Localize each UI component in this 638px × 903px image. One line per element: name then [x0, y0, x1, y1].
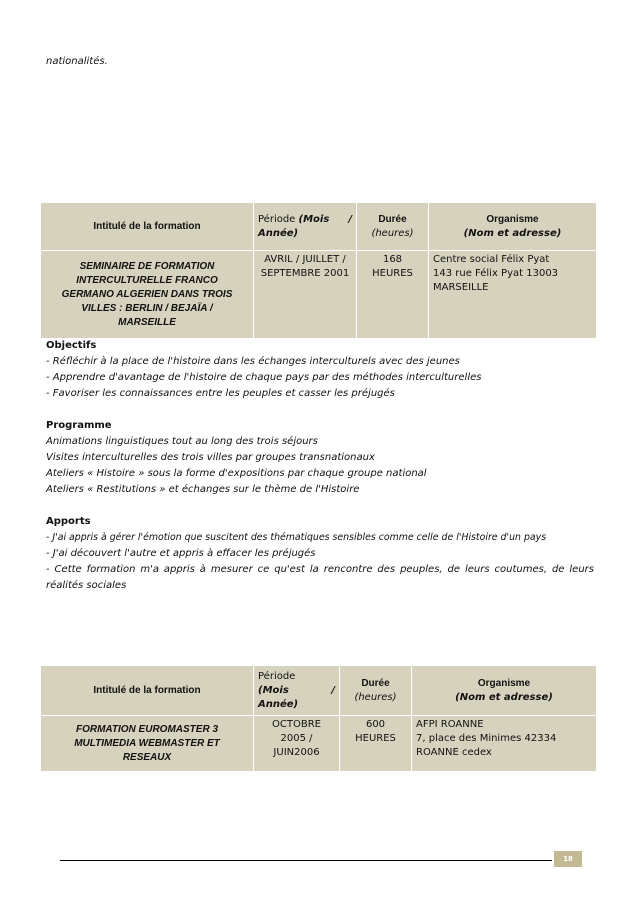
programme-item: Ateliers « Histoire » sous la forme d'expositions par chaque groupe national [46, 468, 427, 479]
apport-item: - J'ai découvert l'autre et appris à effacer les préjugés [46, 548, 316, 559]
header-organisme-sub: (Nom et adresse) [455, 691, 553, 703]
periode-line: JUIN2006 [273, 747, 320, 758]
apport-item: - Cette formation m'a appris à mesurer ce qu'est la rencontre des peuples, de leurs coutumes, de leurs réalités sociales [46, 564, 594, 591]
header-periode-annee: Année) [258, 698, 299, 710]
formation-table-2 [40, 665, 597, 772]
header-organisme [429, 203, 597, 251]
programme-item: Animations linguistiques tout au long des trois séjours [46, 436, 318, 447]
objectifs-title: Objectifs [46, 340, 97, 351]
header-duree-label: Durée [378, 213, 407, 225]
header-duree-unit: (heures) [371, 227, 414, 239]
apport-item: - J'ai appris à gérer l'émotion que suscitent des thématiques sensibles comme celle de l'Histoire d'un pays [46, 532, 547, 543]
periode-cell [254, 251, 357, 339]
programme-item: Visites interculturelles des trois villes par groupes transnationaux [46, 452, 375, 463]
header-periode-slash: / [348, 213, 352, 225]
formation-title-line: RESEAUX [122, 751, 172, 763]
formation-title-line: INTERCULTURELLE FRANCO [76, 274, 218, 286]
header-organisme [412, 666, 597, 716]
formation-title-cell [41, 716, 254, 772]
duree-line: HEURES [355, 733, 396, 744]
header-duree [340, 666, 412, 716]
periode-cell [254, 716, 340, 772]
apports-section [46, 514, 594, 594]
header-periode-prefix: Période [258, 670, 296, 682]
header-periode-prefix: Période [258, 213, 296, 225]
table-row [41, 251, 597, 339]
table-header-row [41, 666, 597, 716]
organisme-line: AFPI ROANNE [416, 719, 484, 730]
header-periode-mois: (Mois [258, 684, 289, 696]
header-periode [254, 666, 340, 716]
formation-title-line: FORMATION EUROMASTER 3 [75, 723, 219, 735]
organisme-cell [429, 251, 597, 339]
duree-cell [340, 716, 412, 772]
header-periode-annee: Année) [258, 227, 299, 239]
organisme-line: MARSEILLE [433, 282, 489, 293]
header-periode-slash: / [331, 684, 335, 696]
formation-title-line: VILLES : BERLIN / BEJAÏA / [81, 302, 213, 314]
formation-title-line: GERMANO ALGERIEN DANS TROIS [61, 288, 233, 300]
programme-item: Ateliers « Restitutions » et échanges sur le thème de l'Histoire [46, 484, 360, 495]
objectif-item: - Favoriser les connaissances entre les peuples et casser les préjugés [46, 388, 395, 399]
header-duree [357, 203, 429, 251]
organisme-line: 143 rue Félix Pyat 13003 [433, 268, 559, 279]
duree-line: HEURES [372, 268, 413, 279]
periode-line: AVRIL / JUILLET / [264, 254, 346, 265]
page-number-badge: 18 [554, 851, 582, 867]
objectif-item: - Réfléchir à la place de l'histoire dans les échanges interculturels avec des jeunes [46, 356, 460, 367]
formation-title-line: MULTIMEDIA WEBMASTER ET [74, 737, 220, 749]
header-periode [254, 203, 357, 251]
table-row [41, 716, 597, 772]
formation-title-cell [41, 251, 254, 339]
organisme-line: 7, place des Minimes 42334 [416, 733, 557, 744]
duree-line: 600 [365, 719, 386, 730]
footer-rule [60, 860, 552, 861]
periode-line: OCTOBRE [272, 719, 321, 730]
programme-title: Programme [46, 420, 112, 431]
duree-line: 168 [382, 254, 403, 265]
organisme-line: ROANNE cedex [416, 747, 492, 758]
header-intitule: Intitulé de la formation [41, 203, 254, 251]
objectif-item: - Apprendre d'avantage de l'histoire de chaque pays par des méthodes interculturelles [46, 372, 482, 383]
organisme-line: Centre social Félix Pyat [433, 254, 550, 265]
duree-cell [357, 251, 429, 339]
formation-title-line: MARSEILLE [118, 316, 176, 328]
continuation-text: nationalités. [46, 56, 108, 67]
formation-table-1 [40, 202, 597, 339]
objectifs-section [46, 338, 594, 402]
header-intitule: Intitulé de la formation [41, 666, 254, 716]
table-header-row [41, 203, 597, 251]
periode-line: 2005 / [280, 733, 313, 744]
programme-section [46, 418, 594, 498]
header-duree-unit: (heures) [354, 691, 397, 703]
header-organisme-sub: (Nom et adresse) [463, 227, 562, 239]
apports-title: Apports [46, 516, 91, 527]
header-organisme-label: Organisme [486, 213, 539, 225]
periode-line: SEPTEMBRE 2001 [260, 268, 350, 279]
header-organisme-label: Organisme [477, 677, 531, 689]
header-periode-mois: (Mois [298, 213, 330, 225]
formation-title-line: SEMINAIRE DE FORMATION [79, 260, 215, 272]
header-duree-label: Durée [361, 677, 390, 689]
organisme-cell [412, 716, 597, 772]
